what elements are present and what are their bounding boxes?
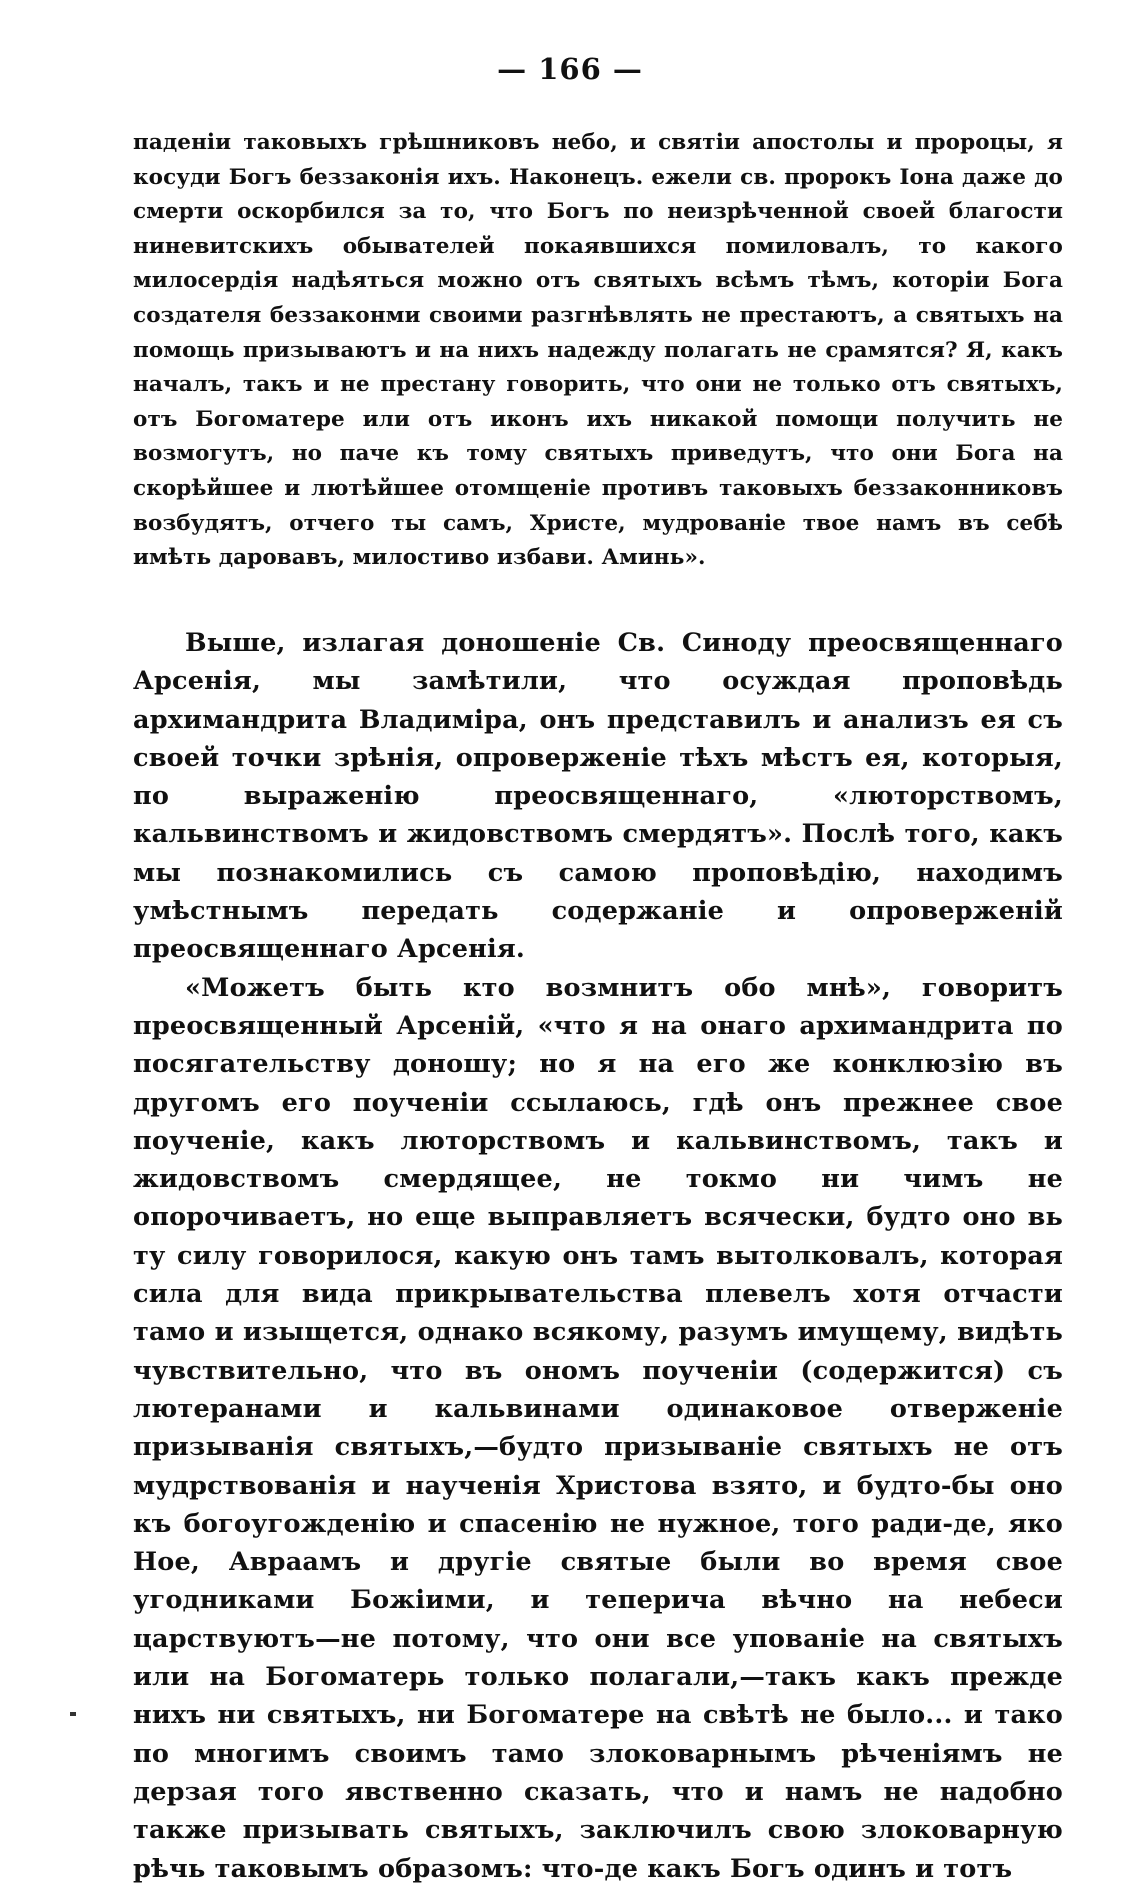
body-paragraph-1: Выше, излагая доношеніе Св. Синоду преосвященнаго Арсенія, мы замѣтили, что осуждая проповѣдь архимандрита Владиміра, онъ представилъ и анализъ ея съ своей точки зрѣнія, опроверженіе тѣхъ мѣстъ ея, которыя, по выраженію преосвященнаго, «люторствомъ, кальвинствомъ и жидовствомъ смердятъ». Послѣ того, какъ мы познакомились съ самою проповѣдію, находимъ умѣстнымъ передать содержаніе и опроверженій преосвященнаго Арсенія. bbox=[133, 628, 1063, 965]
main-text-block bbox=[133, 624, 1063, 1888]
continuation-paragraph: паденіи таковыхъ грѣшниковъ небо, и святіи апостолы и пророцы, я косуди Богъ беззаконія ихъ. Наконецъ. ежели св. пророкъ Іона даже до смерти оскорбился за то, что Богъ по неизрѣченной своей благости ниневитскихъ обывателей покаявшихся помиловалъ, то какого милосердія надѣяться можно отъ святыхъ всѣмъ тѣмъ, которіи Бога создателя беззаконми своими разгнѣвлять не престаютъ, а святыхъ на помощь призываютъ и на нихъ надежду полагать не срамятся? Я, какъ началъ, такъ и не престану говорить, что они не только отъ святыхъ, отъ Богоматере или отъ иконъ ихъ никакой помощи получить не возмогутъ, но паче къ тому святыхъ приведутъ, что они Бога на скорѣйшее и лютѣйшее отомщеніе противъ таковыхъ беззаконниковъ возбудятъ, отчего ты самъ, Христе, мудрованіе твое намъ въ себѣ имѣть даровавъ, милостиво избави. Аминь». bbox=[133, 130, 1063, 571]
margin-speck bbox=[70, 1712, 76, 1716]
body-paragraph-2: «Можетъ быть кто возмнитъ обо мнѣ», говоритъ преосвященный Арсеній, «что я на онаго архимандрита по посягательству доношу; но я на его же конклюзію въ другомъ его поученіи ссылаюсь, гдѣ онъ прежнее свое поученіе, какъ люторствомъ и кальвинствомъ, такъ и жидовствомъ смердящее, не токмо ни чимъ не опорочиваетъ, но еще выправляетъ всячески, будто оно вь ту силу говорилося, какую онъ тамъ вытолковалъ, которая сила для вида прикрывательства плевелъ хотя отчасти тамо и изыщется, однако всякому, разумъ имущему, видѣть чувствительно, что въ ономъ поученіи (содержится) съ лютеранами и кальвинами одинаковое отверженіе призыванія святыхъ,—будто призываніе святыхъ не отъ мудрствованія и наученія Христова взято, и будто-бы оно къ богоугожденію и спасенію не нужное, того ради-де, яко Ное, Авраамъ и другіе святые были во время свое угодниками Божіими, и теперича вѣчно на небеси царствуютъ—не потому, что они все упованіе на святыхъ или на Богоматерь только полагали,—такъ какъ прежде нихъ ни святыхъ, ни Богоматере на свѣтѣ не было... и тако по многимъ своимъ тамо злоковарнымъ рѣченіямъ не дерзая того явственно сказать, что и намъ не надобно также призывать святыхъ, заключилъ свою злоковарную рѣчь таковымъ образомъ: что-де какъ Богъ одинъ и тотъ bbox=[133, 972, 1063, 1884]
continuation-block bbox=[133, 126, 1063, 576]
page-number: — 166 — bbox=[497, 52, 643, 86]
